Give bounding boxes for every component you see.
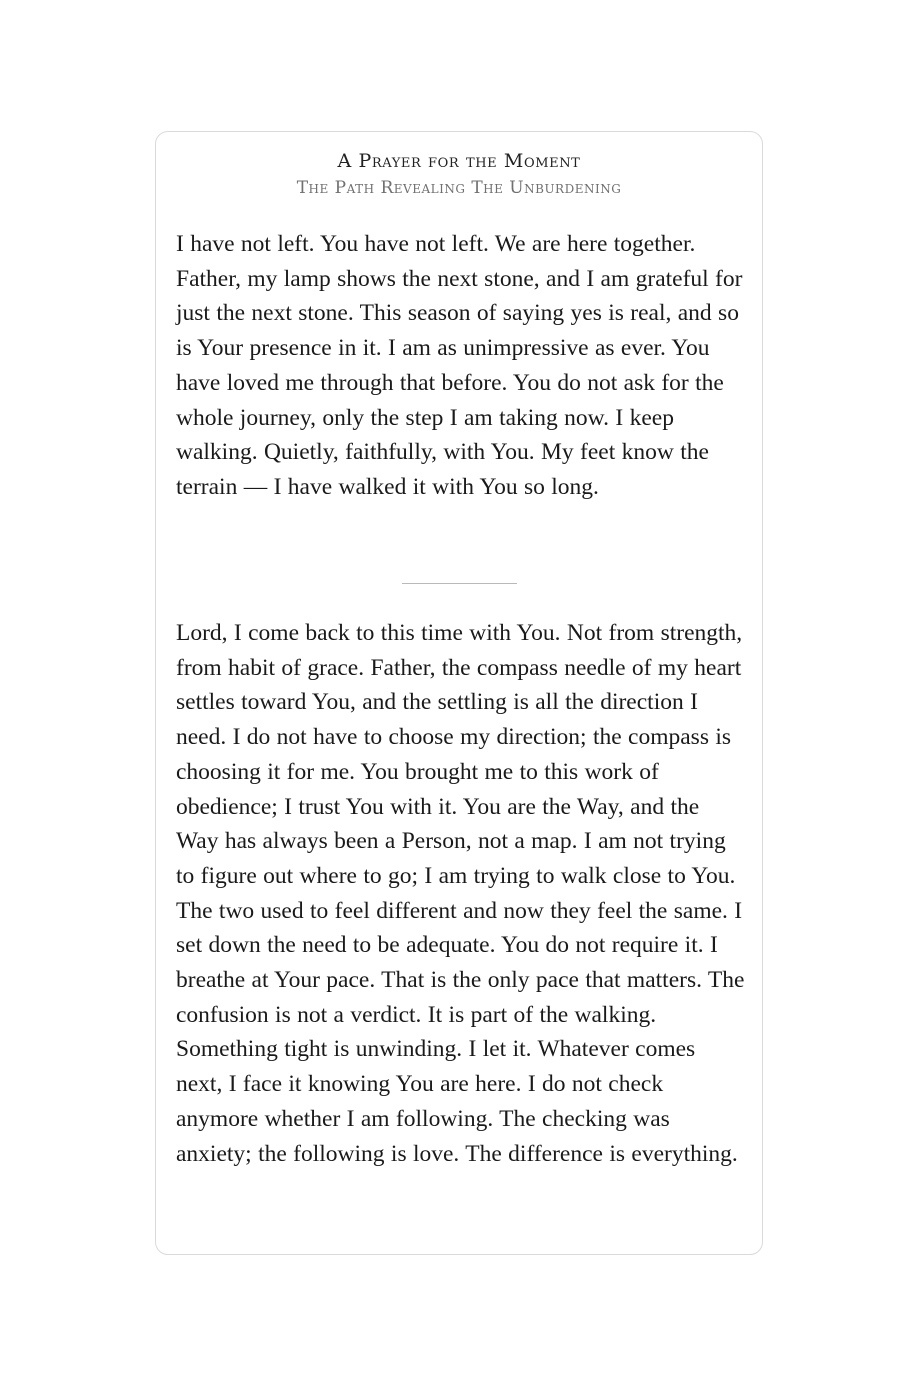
prayer-paragraph-second: Lord, I come back to this time with You. Not from strength, from habit of grace. Father, the compass needle of my heart settles toward You, and the settling is all the direction I need. I do not have to choose my direction; the compass is choosing it for me. You brought me to this work of obedience; I trust You with it. You are the Way, and the Way has always been a Person, not a map. I am not trying to figure out where to go; I am trying to walk close to You. The two used to feel different and now they feel the same. I set down the need to be adequate. You do not require it. I breathe at Your pace. That is the only pace that matters. The confusion is not a verdict. It is part of the walking. Something tight is unwinding. I let it. Whatever comes next, I face it knowing You are here. I do not check anymore whether I am following. The checking was anxiety; the following is love. The difference is everything. [176, 620, 745, 1167]
prayer-title: A Prayer for the Moment [337, 150, 581, 172]
prayer-subtitle: The Path Revealing The Unburdening [296, 178, 622, 198]
prayer-paragraph-first: I have not left. You have not left. We are here together. Father, my lamp shows the next stone, and I am grateful for just the next stone. This season of saying yes is real, and so is Your presence in it. I am as unimpressive as ever. You have loved me through that before. You do not ask for the whole journey, only the step I am taking now. I keep walking. Quietly, faithfully, with You. My feet know the terrain — I have walked it with You so long. [176, 231, 743, 500]
section-divider [402, 583, 517, 584]
prayer-card [155, 131, 763, 1255]
